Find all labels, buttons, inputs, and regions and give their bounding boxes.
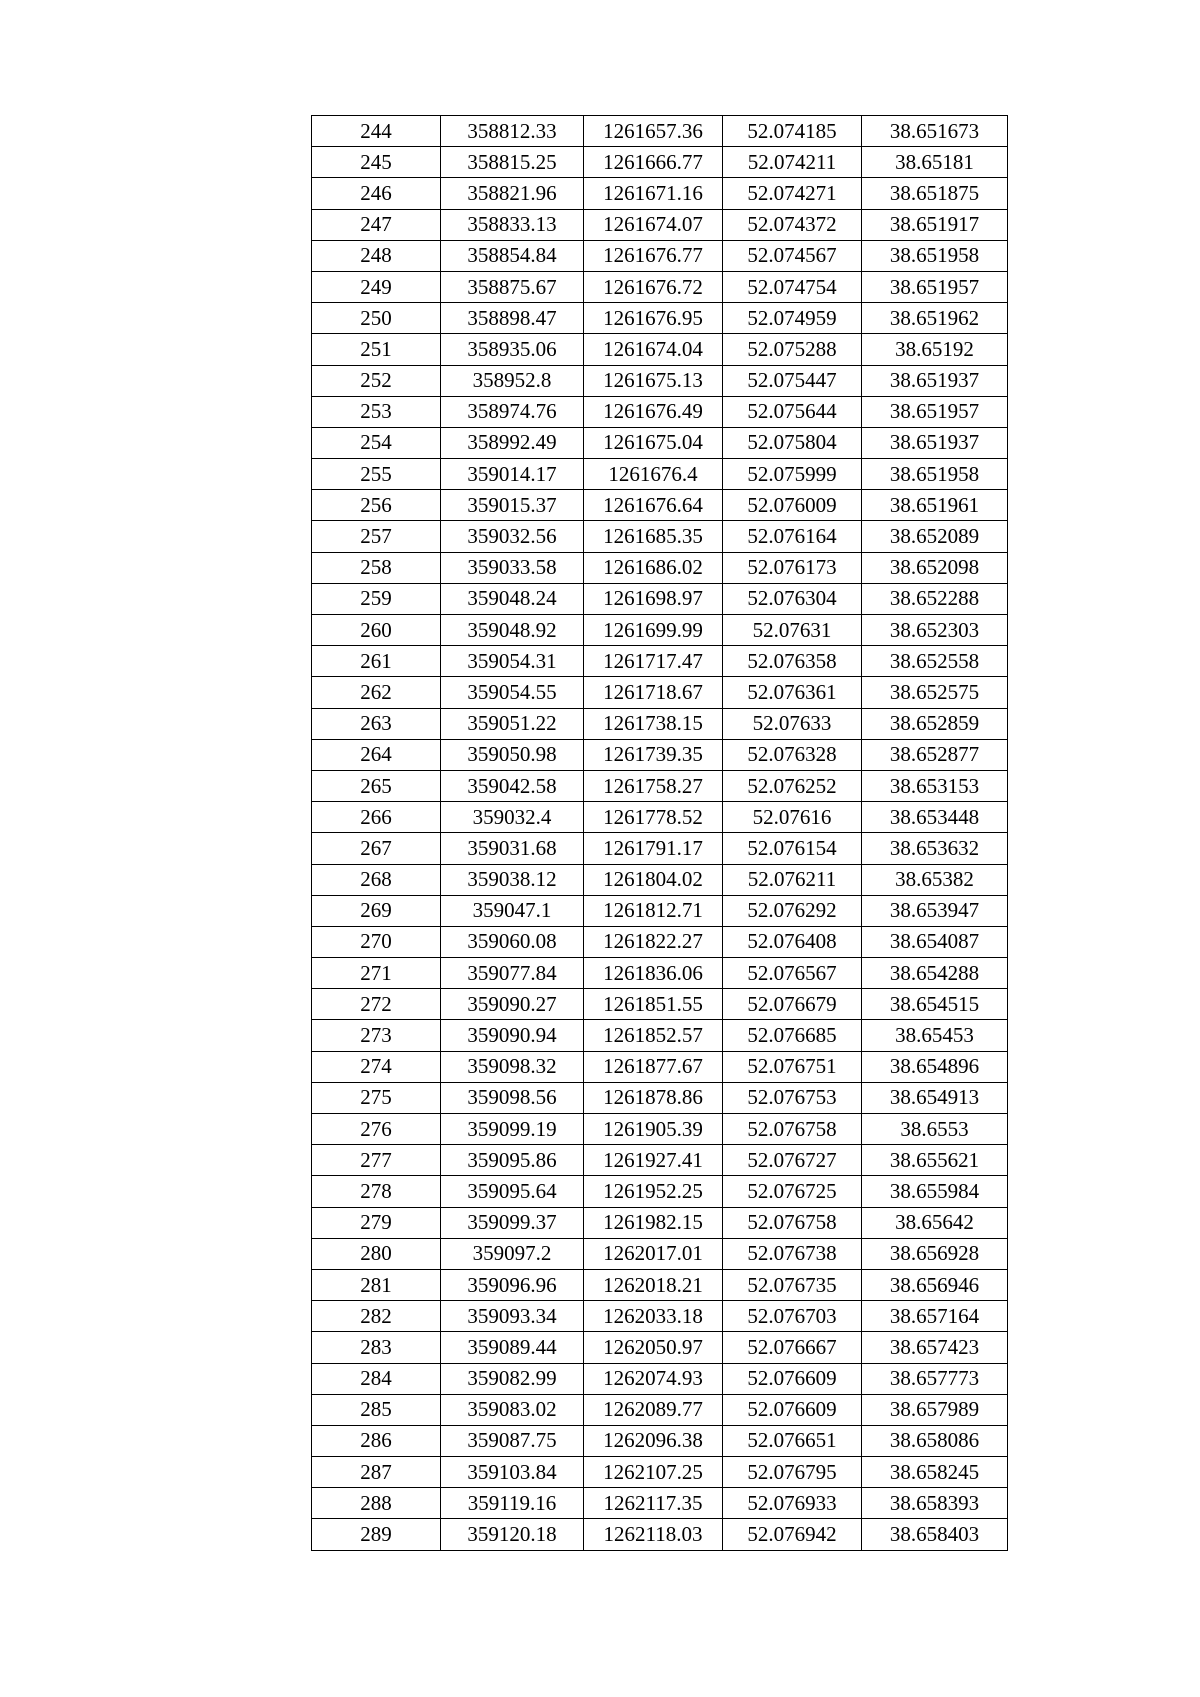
latitude-cell: 38.654288 [862,958,1008,989]
latitude-cell: 38.651957 [862,271,1008,302]
y-coordinate-cell: 1261804.02 [584,864,723,895]
table-row [312,1238,1008,1269]
table-row [312,1425,1008,1456]
point-number-cell: 269 [312,895,441,926]
point-number-cell: 258 [312,552,441,583]
y-coordinate-cell: 1261812.71 [584,895,723,926]
longitude-cell: 52.076304 [723,583,862,614]
point-number-cell: 287 [312,1457,441,1488]
y-coordinate-cell: 1261791.17 [584,833,723,864]
point-number-cell: 285 [312,1394,441,1425]
point-number-cell: 252 [312,365,441,396]
table-row [312,1332,1008,1363]
table-row [312,147,1008,178]
table-row [312,427,1008,458]
point-number-cell: 263 [312,708,441,739]
point-number-cell: 257 [312,521,441,552]
table-row [312,646,1008,677]
x-coordinate-cell: 359089.44 [441,1332,584,1363]
latitude-cell: 38.65453 [862,1020,1008,1051]
x-coordinate-cell: 358812.33 [441,116,584,147]
latitude-cell: 38.655621 [862,1145,1008,1176]
x-coordinate-cell: 358854.84 [441,240,584,271]
point-number-cell: 261 [312,646,441,677]
x-coordinate-cell: 359033.58 [441,552,584,583]
y-coordinate-cell: 1261675.13 [584,365,723,396]
latitude-cell: 38.652303 [862,615,1008,646]
y-coordinate-cell: 1261676.77 [584,240,723,271]
y-coordinate-cell: 1261674.07 [584,209,723,240]
x-coordinate-cell: 358821.96 [441,178,584,209]
latitude-cell: 38.651917 [862,209,1008,240]
point-number-cell: 256 [312,490,441,521]
y-coordinate-cell: 1261758.27 [584,770,723,801]
point-number-cell: 253 [312,396,441,427]
point-number-cell: 260 [312,615,441,646]
x-coordinate-cell: 358992.49 [441,427,584,458]
point-number-cell: 264 [312,739,441,770]
x-coordinate-cell: 358875.67 [441,271,584,302]
y-coordinate-cell: 1261822.27 [584,926,723,957]
point-number-cell: 280 [312,1238,441,1269]
y-coordinate-cell: 1261674.04 [584,334,723,365]
latitude-cell: 38.655984 [862,1176,1008,1207]
x-coordinate-cell: 359083.02 [441,1394,584,1425]
longitude-cell: 52.076609 [723,1394,862,1425]
point-number-cell: 266 [312,802,441,833]
point-number-cell: 244 [312,116,441,147]
point-number-cell: 273 [312,1020,441,1051]
longitude-cell: 52.076727 [723,1145,862,1176]
table-row [312,1176,1008,1207]
latitude-cell: 38.656946 [862,1269,1008,1300]
latitude-cell: 38.654515 [862,989,1008,1020]
longitude-cell: 52.075644 [723,396,862,427]
latitude-cell: 38.654087 [862,926,1008,957]
table-row [312,271,1008,302]
longitude-cell: 52.075999 [723,459,862,490]
point-number-cell: 267 [312,833,441,864]
x-coordinate-cell: 358833.13 [441,209,584,240]
y-coordinate-cell: 1261698.97 [584,583,723,614]
table-row [312,1363,1008,1394]
y-coordinate-cell: 1262107.25 [584,1457,723,1488]
x-coordinate-cell: 359099.37 [441,1207,584,1238]
x-coordinate-cell: 358815.25 [441,147,584,178]
longitude-cell: 52.076758 [723,1207,862,1238]
y-coordinate-cell: 1262096.38 [584,1425,723,1456]
x-coordinate-cell: 358974.76 [441,396,584,427]
longitude-cell: 52.076009 [723,490,862,521]
y-coordinate-cell: 1261952.25 [584,1176,723,1207]
y-coordinate-cell: 1261778.52 [584,802,723,833]
table-row [312,178,1008,209]
x-coordinate-cell: 359120.18 [441,1519,584,1550]
x-coordinate-cell: 359093.34 [441,1301,584,1332]
table-row [312,1051,1008,1082]
longitude-cell: 52.076753 [723,1082,862,1113]
longitude-cell: 52.075447 [723,365,862,396]
point-number-cell: 275 [312,1082,441,1113]
x-coordinate-cell: 359014.17 [441,459,584,490]
latitude-cell: 38.658393 [862,1488,1008,1519]
table-row [312,209,1008,240]
longitude-cell: 52.076328 [723,739,862,770]
table-row [312,770,1008,801]
point-number-cell: 279 [312,1207,441,1238]
y-coordinate-cell: 1262089.77 [584,1394,723,1425]
longitude-cell: 52.076651 [723,1425,862,1456]
table-row [312,1488,1008,1519]
latitude-cell: 38.651958 [862,459,1008,490]
table-row [312,521,1008,552]
table-row [312,1114,1008,1145]
latitude-cell: 38.652859 [862,708,1008,739]
point-number-cell: 274 [312,1051,441,1082]
point-number-cell: 255 [312,459,441,490]
table-row [312,615,1008,646]
x-coordinate-cell: 359099.19 [441,1114,584,1145]
y-coordinate-cell: 1261671.16 [584,178,723,209]
x-coordinate-cell: 358952.8 [441,365,584,396]
point-number-cell: 247 [312,209,441,240]
x-coordinate-cell: 359054.55 [441,677,584,708]
table-row [312,116,1008,147]
x-coordinate-cell: 359032.56 [441,521,584,552]
table-row [312,926,1008,957]
latitude-cell: 38.653947 [862,895,1008,926]
y-coordinate-cell: 1262074.93 [584,1363,723,1394]
table-row [312,1394,1008,1425]
longitude-cell: 52.07631 [723,615,862,646]
latitude-cell: 38.651957 [862,396,1008,427]
longitude-cell: 52.074185 [723,116,862,147]
x-coordinate-cell: 359103.84 [441,1457,584,1488]
table-row [312,459,1008,490]
latitude-cell: 38.658403 [862,1519,1008,1550]
x-coordinate-cell: 359096.96 [441,1269,584,1300]
point-number-cell: 286 [312,1425,441,1456]
point-number-cell: 276 [312,1114,441,1145]
point-number-cell: 259 [312,583,441,614]
x-coordinate-cell: 359060.08 [441,926,584,957]
x-coordinate-cell: 359095.64 [441,1176,584,1207]
table-row [312,490,1008,521]
longitude-cell: 52.076735 [723,1269,862,1300]
point-number-cell: 271 [312,958,441,989]
x-coordinate-cell: 358935.06 [441,334,584,365]
longitude-cell: 52.076738 [723,1238,862,1269]
longitude-cell: 52.076795 [723,1457,862,1488]
longitude-cell: 52.076609 [723,1363,862,1394]
x-coordinate-cell: 359051.22 [441,708,584,739]
y-coordinate-cell: 1261666.77 [584,147,723,178]
y-coordinate-cell: 1261738.15 [584,708,723,739]
longitude-cell: 52.076679 [723,989,862,1020]
table-row [312,989,1008,1020]
y-coordinate-cell: 1261657.36 [584,116,723,147]
longitude-cell: 52.074959 [723,303,862,334]
x-coordinate-cell: 358898.47 [441,303,584,334]
table-row [312,1519,1008,1550]
y-coordinate-cell: 1261717.47 [584,646,723,677]
point-number-cell: 281 [312,1269,441,1300]
table-row [312,1082,1008,1113]
x-coordinate-cell: 359015.37 [441,490,584,521]
point-number-cell: 250 [312,303,441,334]
longitude-cell: 52.075804 [723,427,862,458]
point-number-cell: 254 [312,427,441,458]
table-row [312,708,1008,739]
coordinates-table [311,115,1008,1551]
latitude-cell: 38.651937 [862,427,1008,458]
y-coordinate-cell: 1262117.35 [584,1488,723,1519]
longitude-cell: 52.076751 [723,1051,862,1082]
y-coordinate-cell: 1261676.72 [584,271,723,302]
latitude-cell: 38.653448 [862,802,1008,833]
latitude-cell: 38.658245 [862,1457,1008,1488]
y-coordinate-cell: 1261676.95 [584,303,723,334]
latitude-cell: 38.65642 [862,1207,1008,1238]
y-coordinate-cell: 1261905.39 [584,1114,723,1145]
table-row [312,958,1008,989]
x-coordinate-cell: 359077.84 [441,958,584,989]
coordinates-table-body [312,116,1008,1551]
latitude-cell: 38.652288 [862,583,1008,614]
point-number-cell: 277 [312,1145,441,1176]
point-number-cell: 246 [312,178,441,209]
y-coordinate-cell: 1261676.49 [584,396,723,427]
latitude-cell: 38.657989 [862,1394,1008,1425]
x-coordinate-cell: 359087.75 [441,1425,584,1456]
point-number-cell: 270 [312,926,441,957]
x-coordinate-cell: 359090.27 [441,989,584,1020]
latitude-cell: 38.6553 [862,1114,1008,1145]
table-row [312,833,1008,864]
x-coordinate-cell: 359054.31 [441,646,584,677]
longitude-cell: 52.076942 [723,1519,862,1550]
table-row [312,334,1008,365]
latitude-cell: 38.652089 [862,521,1008,552]
point-number-cell: 251 [312,334,441,365]
latitude-cell: 38.653153 [862,770,1008,801]
y-coordinate-cell: 1262018.21 [584,1269,723,1300]
longitude-cell: 52.074271 [723,178,862,209]
y-coordinate-cell: 1261878.86 [584,1082,723,1113]
x-coordinate-cell: 359048.24 [441,583,584,614]
x-coordinate-cell: 359090.94 [441,1020,584,1051]
table-row [312,240,1008,271]
longitude-cell: 52.074567 [723,240,862,271]
latitude-cell: 38.657164 [862,1301,1008,1332]
longitude-cell: 52.07616 [723,802,862,833]
x-coordinate-cell: 359098.32 [441,1051,584,1082]
table-row [312,1301,1008,1332]
table-row [312,1269,1008,1300]
point-number-cell: 283 [312,1332,441,1363]
y-coordinate-cell: 1261685.35 [584,521,723,552]
table-row [312,365,1008,396]
x-coordinate-cell: 359047.1 [441,895,584,926]
x-coordinate-cell: 359119.16 [441,1488,584,1519]
x-coordinate-cell: 359048.92 [441,615,584,646]
latitude-cell: 38.651937 [862,365,1008,396]
y-coordinate-cell: 1262017.01 [584,1238,723,1269]
point-number-cell: 248 [312,240,441,271]
longitude-cell: 52.076164 [723,521,862,552]
table-row [312,1457,1008,1488]
point-number-cell: 284 [312,1363,441,1394]
y-coordinate-cell: 1261686.02 [584,552,723,583]
x-coordinate-cell: 359098.56 [441,1082,584,1113]
point-number-cell: 265 [312,770,441,801]
latitude-cell: 38.654913 [862,1082,1008,1113]
point-number-cell: 268 [312,864,441,895]
y-coordinate-cell: 1262050.97 [584,1332,723,1363]
longitude-cell: 52.076685 [723,1020,862,1051]
table-row [312,583,1008,614]
x-coordinate-cell: 359031.68 [441,833,584,864]
latitude-cell: 38.652558 [862,646,1008,677]
latitude-cell: 38.651875 [862,178,1008,209]
table-row [312,739,1008,770]
y-coordinate-cell: 1261982.15 [584,1207,723,1238]
y-coordinate-cell: 1262033.18 [584,1301,723,1332]
point-number-cell: 249 [312,271,441,302]
x-coordinate-cell: 359082.99 [441,1363,584,1394]
longitude-cell: 52.074372 [723,209,862,240]
longitude-cell: 52.076154 [723,833,862,864]
longitude-cell: 52.076667 [723,1332,862,1363]
y-coordinate-cell: 1261852.57 [584,1020,723,1051]
latitude-cell: 38.651673 [862,116,1008,147]
y-coordinate-cell: 1261676.64 [584,490,723,521]
latitude-cell: 38.651958 [862,240,1008,271]
point-number-cell: 272 [312,989,441,1020]
table-row [312,303,1008,334]
longitude-cell: 52.076408 [723,926,862,957]
latitude-cell: 38.651962 [862,303,1008,334]
x-coordinate-cell: 359050.98 [441,739,584,770]
point-number-cell: 282 [312,1301,441,1332]
longitude-cell: 52.075288 [723,334,862,365]
longitude-cell: 52.076567 [723,958,862,989]
longitude-cell: 52.07633 [723,708,862,739]
latitude-cell: 38.652877 [862,739,1008,770]
latitude-cell: 38.658086 [862,1425,1008,1456]
point-number-cell: 245 [312,147,441,178]
y-coordinate-cell: 1261877.67 [584,1051,723,1082]
y-coordinate-cell: 1261836.06 [584,958,723,989]
latitude-cell: 38.657773 [862,1363,1008,1394]
point-number-cell: 278 [312,1176,441,1207]
longitude-cell: 52.074754 [723,271,862,302]
latitude-cell: 38.657423 [862,1332,1008,1363]
y-coordinate-cell: 1261699.99 [584,615,723,646]
longitude-cell: 52.076173 [723,552,862,583]
latitude-cell: 38.65382 [862,864,1008,895]
y-coordinate-cell: 1261851.55 [584,989,723,1020]
longitude-cell: 52.076933 [723,1488,862,1519]
table-row [312,1020,1008,1051]
longitude-cell: 52.076361 [723,677,862,708]
y-coordinate-cell: 1261675.04 [584,427,723,458]
table-row [312,677,1008,708]
longitude-cell: 52.076703 [723,1301,862,1332]
y-coordinate-cell: 1261676.4 [584,459,723,490]
y-coordinate-cell: 1261718.67 [584,677,723,708]
latitude-cell: 38.65181 [862,147,1008,178]
x-coordinate-cell: 359095.86 [441,1145,584,1176]
longitude-cell: 52.074211 [723,147,862,178]
table-row [312,396,1008,427]
y-coordinate-cell: 1261927.41 [584,1145,723,1176]
x-coordinate-cell: 359042.58 [441,770,584,801]
table-row [312,864,1008,895]
longitude-cell: 52.076758 [723,1114,862,1145]
table-row [312,1207,1008,1238]
latitude-cell: 38.656928 [862,1238,1008,1269]
x-coordinate-cell: 359097.2 [441,1238,584,1269]
longitude-cell: 52.076358 [723,646,862,677]
x-coordinate-cell: 359032.4 [441,802,584,833]
y-coordinate-cell: 1262118.03 [584,1519,723,1550]
latitude-cell: 38.652098 [862,552,1008,583]
latitude-cell: 38.654896 [862,1051,1008,1082]
longitude-cell: 52.076252 [723,770,862,801]
longitude-cell: 52.076292 [723,895,862,926]
point-number-cell: 262 [312,677,441,708]
table-row [312,552,1008,583]
table-row [312,1145,1008,1176]
x-coordinate-cell: 359038.12 [441,864,584,895]
table-row [312,802,1008,833]
y-coordinate-cell: 1261739.35 [584,739,723,770]
latitude-cell: 38.65192 [862,334,1008,365]
latitude-cell: 38.653632 [862,833,1008,864]
longitude-cell: 52.076725 [723,1176,862,1207]
latitude-cell: 38.652575 [862,677,1008,708]
point-number-cell: 289 [312,1519,441,1550]
latitude-cell: 38.651961 [862,490,1008,521]
point-number-cell: 288 [312,1488,441,1519]
longitude-cell: 52.076211 [723,864,862,895]
table-row [312,895,1008,926]
